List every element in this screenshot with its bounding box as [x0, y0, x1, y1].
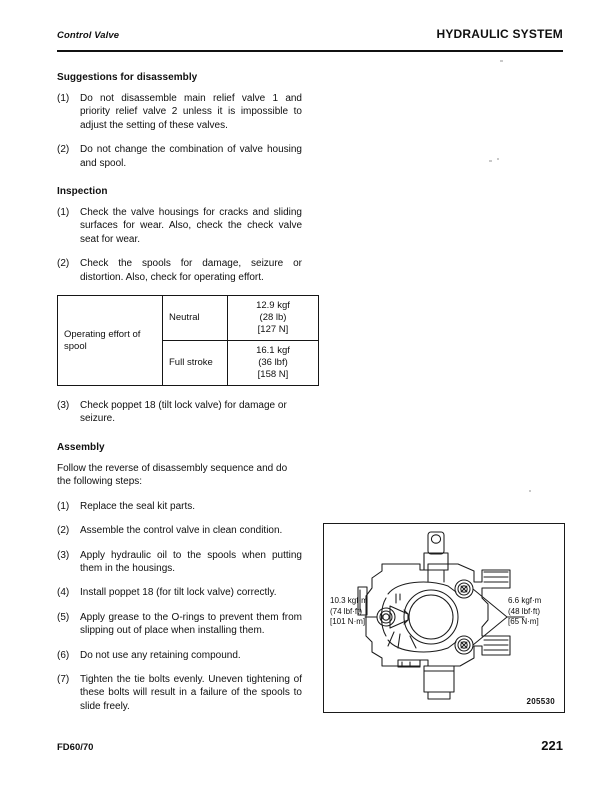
list-item [57, 399, 302, 426]
page-header [57, 27, 563, 41]
list-item [57, 611, 302, 638]
list-item-text: Do not disassemble main relief valve 1 and priority relief valve 2 unless it is impossible to adjust the setting of these valves. [80, 93, 302, 131]
table-cell-condition: Neutral [163, 296, 228, 341]
list-item-text: Apply grease to the O-rings to prevent them from slipping out of place when installing them. [80, 611, 302, 637]
list-item [57, 500, 302, 513]
list-item-text: Install poppet 18 (for tilt lock valve) correctly. [80, 587, 277, 599]
lower-port-ribs [484, 640, 508, 650]
yoke-upper-arc [388, 582, 456, 594]
header-section-title: Control Valve [57, 30, 120, 41]
list-item-number: (1) [57, 93, 70, 104]
scan-speck [529, 490, 531, 492]
upper-port-ribs [484, 572, 508, 582]
list-item-number: (6) [57, 649, 70, 661]
table-row [58, 296, 319, 341]
center-bore-inner [409, 595, 453, 639]
heading-inspection: Inspection [57, 186, 108, 198]
torque-callout-left [330, 596, 368, 628]
operating-effort-table [57, 295, 319, 386]
list-item-text: Assemble the control valve in clean condition. [80, 525, 283, 537]
scan-speck [500, 60, 503, 62]
list-item [57, 649, 302, 662]
list-item-text: Replace the seal kit parts. [80, 500, 196, 512]
list-item-number: (4) [57, 587, 70, 599]
list-item [57, 206, 302, 246]
value-metric: 12.9 kgf [256, 300, 290, 312]
bolt-head-upper-right-cross [461, 586, 467, 592]
page-footer [57, 738, 563, 753]
bottom-boss [424, 666, 454, 692]
torque-right-metric: 6.6 kgf·m [508, 596, 542, 605]
list-item-text: Do not use any retaining compound. [80, 649, 241, 661]
torque-left-metric: 10.3 kgf·m [330, 596, 368, 605]
list-item-text: Do not change the combination of valve housing and spool. [80, 144, 302, 169]
table-cell-condition: Full stroke [163, 341, 228, 386]
footer-page-number: 221 [541, 738, 563, 753]
list-item-number: (3) [57, 549, 70, 561]
header-rule [57, 50, 563, 52]
scan-speck [497, 158, 499, 160]
list-item-text: Check poppet 18 (tilt lock valve) for damage or seizure. [80, 400, 287, 425]
footer-model: FD60/70 [57, 742, 94, 753]
torque-right-si: [65 N·m] [508, 617, 539, 626]
content-column [57, 72, 302, 724]
list-item-number: (1) [57, 207, 70, 219]
value-metric: 16.1 kgf [256, 345, 290, 357]
heading-assembly: Assembly [57, 441, 105, 453]
list-item [57, 549, 302, 576]
list-item [57, 92, 302, 132]
list-item-number: (7) [57, 673, 70, 685]
bolt-head-lower-right-cross [461, 642, 467, 648]
assembly-intro-text: Follow the reverse of disassembly sequence and do the following steps: [57, 462, 288, 488]
list-item [57, 524, 302, 537]
value-imperial: (28 lb) [259, 312, 287, 324]
list-item-number: (3) [57, 400, 70, 412]
bottom-boss-cap [428, 692, 450, 699]
list-item-number: (2) [57, 258, 70, 270]
list-item-text: Apply hydraulic oil to the spools when putting them in the housings. [80, 549, 302, 574]
table-cell-value [228, 296, 319, 341]
bolt-head-left-inner [383, 614, 389, 620]
list-item [57, 586, 302, 599]
table-cell-value [228, 341, 319, 386]
list-item-number: (1) [57, 500, 70, 512]
torque-left-si: [101 N·m] [330, 617, 366, 626]
top-stem-bore [431, 535, 440, 543]
guide-line-upper [396, 594, 400, 603]
list-item [57, 143, 302, 170]
leader-bracket-right [473, 589, 507, 645]
center-bore-outer [404, 590, 458, 644]
torque-left-imperial: (74 lbf·ft) [330, 606, 363, 616]
heading-suggestions-for-disassembly: Suggestions for disassembly [57, 72, 198, 83]
list-item-text: Check the spools for damage, seizure or distortion. Also, check for operating effort. [80, 258, 302, 283]
torque-callout-right [508, 596, 541, 628]
list-item-text: Tighten the tie bolts evenly. Uneven tightening of these bolts will result in a failure of the spools to slide freely. [80, 673, 302, 712]
value-imperial: (36 lbf) [258, 357, 288, 369]
table-cell-row-label: Operating effort of spool [58, 296, 163, 386]
list-item-text: Check the valve housings for cracks and sliding surfaces for wear. Also, check the check valve seat for wear. [80, 207, 302, 245]
torque-right-imperial: (48 lbf·ft) [508, 606, 541, 616]
top-stem-neck [428, 570, 444, 582]
list-item [57, 257, 302, 284]
yoke-left-arc [382, 598, 387, 636]
value-si: [158 N] [257, 369, 289, 381]
list-item-number: (2) [57, 525, 70, 537]
list-item [57, 673, 302, 713]
figure-panel [323, 523, 565, 713]
scan-speck [489, 160, 492, 162]
list-item-number: (2) [57, 144, 70, 156]
value-si: [127 N] [257, 324, 289, 336]
list-item-number: (5) [57, 611, 70, 623]
header-system-title: HYDRAULIC SYSTEM [436, 27, 563, 41]
figure-number: 205530 [526, 697, 555, 706]
